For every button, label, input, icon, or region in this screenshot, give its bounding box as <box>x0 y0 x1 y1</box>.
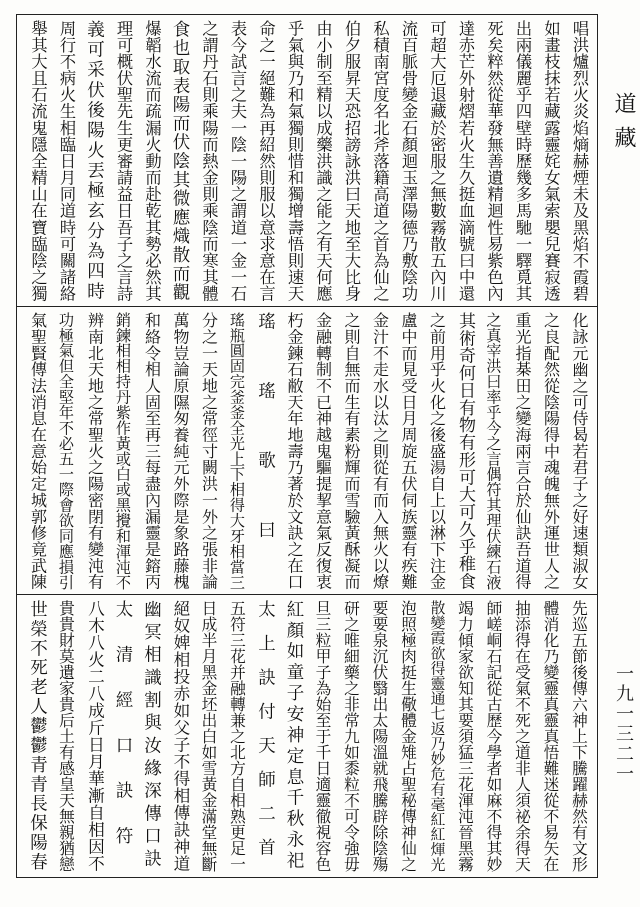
text-column: 金融轉制不已神越鬼驅提挈意氣反復衷 <box>313 312 333 590</box>
page-number: 一九一三二一 <box>613 664 634 784</box>
text-column: 周行不病火生相臨日月同道時可關諸絡 <box>57 20 76 302</box>
text-column: 抽添得在受氣不死之道非人須祕余得天 <box>513 600 532 872</box>
margin-title: 道藏 <box>611 92 636 160</box>
text-column: 理可概伏聖先生更審請益日吾子之言詩 <box>114 20 133 302</box>
text-column: 貴貴財莫遺家貴后土有感皇天無親猶戀 <box>57 600 76 872</box>
text-column: 功極氣但全堅年不必五一際會欲同應損引 <box>57 312 75 590</box>
text-column: 如畫枝抹若藏露靈姹女氣索嬰兒賽寂透 <box>541 20 561 302</box>
text-column: 旦三粒甲子為始至于千日適靈徹視容色 <box>313 600 333 872</box>
text-column: 乎氣與乃和氣獨則惜和獨增壽悟則速天 <box>285 20 304 302</box>
text-column: 竭力傾家欲知其要須猛三花渾沌晉黑霧 <box>456 600 475 872</box>
text-column: 先巡五節後傳六神上下騰躍赫然有文形 <box>570 600 589 872</box>
text-column: 泡照極肉挺生儆體金雉占聖秘傳神仙之 <box>399 600 418 872</box>
text-column: 太上訣付天師二首 <box>255 600 276 872</box>
text-column: 出兩儀麗乎四壁時歷幾多馬馳一驛覓其 <box>513 20 532 302</box>
text-column: 命之一絕難為再紹然則服以意求意在言 <box>256 20 276 302</box>
text-column: 之則自無而生有素粉輝而雪驗黃酥凝而 <box>342 312 361 590</box>
text-column: 瑤瑤歌曰 <box>255 312 276 590</box>
text-column: 之謂丹石則乘陽而熱金則乘陰而寒其體 <box>199 20 219 302</box>
text-column: 師嵯峒石記從古歷今學者如麻不得其妙 <box>484 600 504 872</box>
text-column: 幽冥相識割與汝緣深傳口訣 <box>141 600 162 872</box>
text-column: 朽金鍊石敝天年地壽乃著於文訣之在口 <box>285 312 304 590</box>
text-column: 唱洪爐烈火炎焰熵赫煙未及黑焰不霞碧 <box>570 20 589 302</box>
text-column: 絕奴婢相投赤如父子不得相傳訣神道 <box>171 600 190 872</box>
text-column: 化詠元幽之可侍曷若君子之好速類淑女 <box>570 312 589 590</box>
text-column: 世榮不死老人鬱鬱青青長保陽春 <box>27 600 48 872</box>
section-divider-top <box>16 306 598 307</box>
text-column: 伯夕服昇天恐招謗詠洪曰天地至大比身 <box>342 20 361 302</box>
text-column: 死矣粹然從華發無善遺精迴性易紫色內 <box>484 20 504 302</box>
text-column: 表今試言之夫一陰一陽之謂道一金一石 <box>228 20 247 302</box>
text-column: 舉其大且石流鬼隱全精山在寶臨陰之獨 <box>28 20 48 302</box>
text-column: 太清經口訣符 <box>113 600 133 872</box>
text-column: 體消化乃變靈真靈真悟難迷從不易矢在 <box>541 600 561 872</box>
text-column: 瑤瓶圓固完釜釜全光上下相得大牙相當三 <box>228 312 246 590</box>
text-column: 分之一天地之常徑寸闕洪一外之張非論 <box>199 312 219 590</box>
text-column: 八木八火二八成斤日月華漸自相因不 <box>85 600 105 872</box>
text-column: 其術奇何日有物有形可大可久乎稚食 <box>455 312 475 590</box>
text-column: 要要泉沉伏翳出太陽溫就飛騰辟除陰殤 <box>370 600 390 872</box>
text-column: 氣聖賢傳法消息在意始定城郭修竟武陳 <box>28 312 48 590</box>
text-column: 由小制至精以成藥洪識之能之有天何應 <box>313 20 333 302</box>
text-column: 食也取表陽而伏陰其微應熾散而觀 <box>170 20 190 302</box>
text-column: 達赤芒外射熠若火生久挺血滴號曰中還 <box>456 20 475 302</box>
text-column: 研之唯細藥之非常九如黍粒不可令強毋 <box>342 600 361 872</box>
text-column: 銷鍊相相持丹紫作黃或白或黑攪和渾沌不 <box>114 312 132 590</box>
section-divider-bottom <box>16 594 598 595</box>
text-column: 重光指棊田之變海兩言合於仙訣吾道得 <box>513 312 532 590</box>
text-column: 盧中而見受日月周旋五伏伺族靈有疾難 <box>399 312 418 590</box>
text-column: 之真宰洪曰率乎今之言偶符其理伏練石液 <box>484 312 503 590</box>
text-column: 金汁不走水以汰之則從有而入無火以燎 <box>370 312 390 590</box>
text-column: 可超大厄退藏於密服之無數霧散五內川 <box>427 20 447 302</box>
text-column: 五符三花并融轉兼之北方自相熟更足一 <box>228 600 247 872</box>
text-column: 散變霞欲得靈通七返乃妙危有毫紅紅煇光 <box>428 600 446 872</box>
text-column: 爆韜水流而疏漏火動而赴乾其勢必然其 <box>142 20 162 302</box>
text-column: 辨南北天地之常聖火之陽密閉有變沌有 <box>85 312 105 590</box>
text-column: 和絡令相人固至再三每盡內漏靈是鎔丙 <box>142 312 162 590</box>
text-column: 紅顏如童子安神定息千秋永祀 <box>284 600 304 872</box>
text-column: 日成半月黑金坯出白如雪黃金滿堂無斷 <box>199 600 219 872</box>
text-column: 之良配然從陰陽得中魂魄無外運世人之 <box>541 312 561 590</box>
text-column: 私積南宮度名北斧落籍高道之首為仙之 <box>370 20 390 302</box>
text-column: 之前用乎火化之後盛湯自上以淋下注金 <box>427 312 447 590</box>
text-column: 萬物豈論原隰匆養純元外際是象路藤槐 <box>171 312 190 590</box>
text-column: 流百脈骨變金石顏迴玉澤陽德乃敷陰功 <box>399 20 418 302</box>
text-column: 義可采伏後陽火丟極玄分為四時 <box>84 20 105 302</box>
